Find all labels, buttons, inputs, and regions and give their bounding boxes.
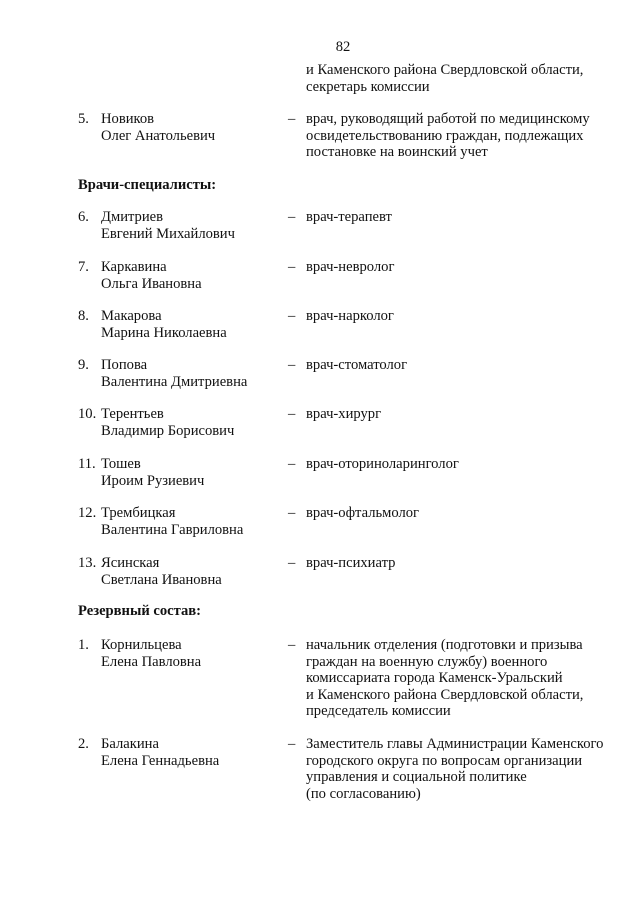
role-line: начальник отделения (подготовки и призыва (306, 637, 583, 653)
role-line: (по согласованию) (306, 785, 421, 802)
member-surname: Попова (101, 357, 148, 373)
member-name (101, 637, 201, 670)
dash-separator: – (288, 406, 296, 422)
role-line: городского округа по вопросам организации (306, 752, 583, 769)
continued-description (306, 62, 583, 95)
dash-separator: – (288, 308, 296, 324)
member-number: 11. (78, 456, 96, 472)
member-role (306, 357, 407, 374)
role-line: врач-хирург (306, 406, 382, 422)
member-given-names: Ольга Ивановна (101, 275, 202, 292)
member-role (306, 406, 381, 423)
member-role (306, 555, 395, 572)
member-name (101, 406, 234, 439)
role-line: врач-психиатр (306, 555, 396, 571)
role-line: и Каменского района Свердловской области, (306, 686, 584, 703)
member-number: 13. (78, 555, 97, 571)
member-number: 9. (78, 357, 89, 373)
dash-separator: – (288, 456, 296, 472)
member-name (101, 209, 235, 242)
member-name (101, 308, 227, 341)
role-line: врач-нарколог (306, 308, 394, 324)
member-surname: Терентьев (101, 406, 164, 422)
member-given-names: Олег Анатольевич (101, 127, 216, 144)
member-role (306, 456, 459, 473)
member-role (306, 637, 583, 720)
dash-separator: – (288, 111, 296, 127)
member-number: 5. (78, 111, 89, 127)
dash-separator: – (288, 357, 296, 373)
member-number: 2. (78, 736, 89, 752)
member-role (306, 505, 419, 522)
member-number: 12. (78, 505, 97, 521)
member-given-names: Валентина Гавриловна (101, 521, 244, 538)
member-given-names: Елена Геннадьевна (101, 752, 220, 769)
member-name (101, 456, 204, 489)
member-role (306, 259, 394, 276)
section-heading-specialists: Врачи-специалисты: (78, 177, 217, 193)
member-role (306, 308, 394, 325)
member-number: 8. (78, 308, 89, 324)
member-surname: Каркавина (101, 259, 167, 275)
member-name (101, 259, 202, 292)
member-name (101, 111, 215, 144)
member-surname: Корнильцева (101, 637, 182, 653)
role-line: председатель комиссии (306, 703, 451, 719)
member-given-names: Владимир Борисович (101, 422, 235, 439)
role-line: управления и социальной политике (306, 769, 527, 785)
member-number: 10. (78, 406, 97, 422)
dash-separator: – (288, 637, 296, 653)
member-role (306, 111, 590, 161)
member-name (101, 357, 247, 390)
member-given-names: Евгений Михайлович (101, 225, 235, 242)
member-number: 1. (78, 637, 89, 653)
member-surname: Дмитриев (101, 209, 164, 225)
member-name (101, 736, 219, 769)
role-line: освидетельствованию граждан, подлежащих (306, 127, 584, 144)
role-line: граждан на военную службу) военного (306, 653, 548, 670)
member-given-names: Елена Павловна (101, 653, 202, 670)
description-line: и Каменского района Свердловской области, (306, 62, 584, 78)
dash-separator: – (288, 259, 296, 275)
dash-separator: – (288, 555, 296, 571)
section-heading-reserve: Резервный состав: (78, 603, 202, 619)
member-name (101, 555, 222, 588)
dash-separator: – (288, 505, 296, 521)
member-number: 6. (78, 209, 89, 225)
member-given-names: Валентина Дмитриевна (101, 373, 248, 390)
member-surname: Балакина (101, 736, 159, 752)
role-line: врач-оториноларинголог (306, 456, 459, 472)
member-given-names: Светлана Ивановна (101, 571, 222, 588)
member-name (101, 505, 243, 538)
role-line: врач, руководящий работой по медицинскому (306, 111, 590, 127)
member-number: 7. (78, 259, 89, 275)
role-line: комиссариата города Каменск-Уральский (306, 670, 563, 686)
member-given-names: Марина Николаевна (101, 324, 227, 341)
member-given-names: Ироим Рузиевич (101, 472, 205, 489)
member-surname: Ясинская (101, 555, 160, 571)
role-line: постановке на воинский учет (306, 144, 488, 160)
role-line: врач-невролог (306, 259, 395, 275)
dash-separator: – (288, 736, 296, 752)
member-surname: Трембицкая (101, 505, 176, 521)
member-surname: Новиков (101, 111, 155, 127)
role-line: врач-стоматолог (306, 357, 408, 373)
description-line: секретарь комиссии (306, 78, 430, 95)
role-line: врач-терапевт (306, 209, 392, 225)
role-line: врач-офтальмолог (306, 505, 420, 521)
page-number: 82 (335, 39, 351, 55)
member-role (306, 209, 392, 226)
dash-separator: – (288, 209, 296, 225)
member-surname: Макарова (101, 308, 162, 324)
member-role (306, 736, 603, 802)
member-surname: Тошев (101, 456, 141, 472)
role-line: Заместитель главы Администрации Каменского (306, 736, 604, 752)
